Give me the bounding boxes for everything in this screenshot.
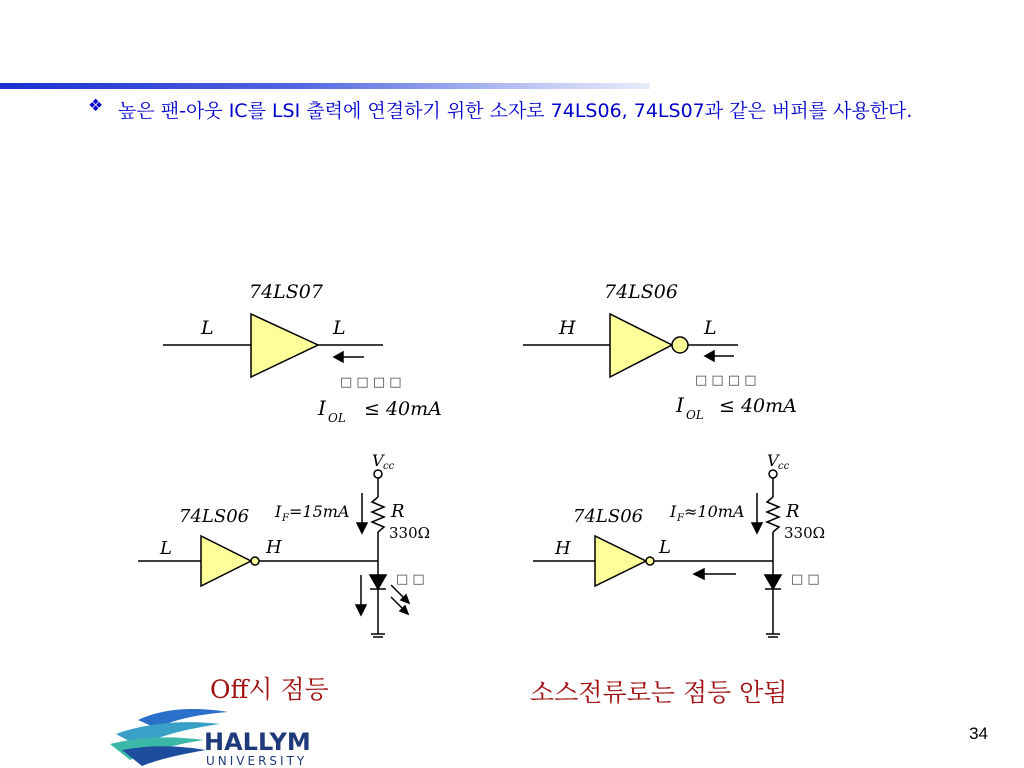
d2-in-label: H bbox=[559, 317, 576, 339]
caption-right: 소스전류로는 점등 안됨 bbox=[530, 678, 788, 707]
d3-if-i: I bbox=[275, 502, 282, 521]
caption-left: Off시 점등 bbox=[210, 675, 329, 704]
logo-sub: UNIVERSITY bbox=[206, 754, 308, 768]
logo-swoosh-icon bbox=[108, 706, 348, 768]
d2-boxes: □ □ □ □ bbox=[695, 373, 757, 388]
d3-in-label: L bbox=[160, 538, 172, 559]
d1-out-label: L bbox=[333, 317, 346, 339]
d3-vcc-sub: cc bbox=[383, 461, 395, 472]
d2-iol-value: ≤ 40mA bbox=[719, 395, 797, 417]
d4-if-i: I bbox=[670, 502, 677, 521]
d1-iol-i: I bbox=[318, 396, 326, 420]
d4-out-label: L bbox=[659, 537, 671, 558]
bullet-icon: ❖ bbox=[88, 96, 104, 116]
d3-vcc: V bbox=[372, 451, 384, 470]
d3-led-boxes: □ □ bbox=[396, 572, 425, 587]
d2-iol-i: I bbox=[676, 393, 684, 417]
d3-if-value: =15mA bbox=[289, 502, 350, 521]
d4-vcc-sub: cc bbox=[778, 461, 790, 472]
d3-out-label: H bbox=[266, 537, 282, 558]
d4-if-value: ≈10mA bbox=[684, 502, 745, 521]
d3-chip-label: 74LS06 bbox=[179, 506, 250, 527]
d1-in-label: L bbox=[201, 317, 214, 339]
d2-chip-label: 74LS06 bbox=[604, 281, 678, 303]
d4-vcc: V bbox=[767, 451, 779, 470]
d1-iol-sub: OL bbox=[328, 411, 346, 425]
d2-out-label: L bbox=[704, 317, 717, 339]
d2-iol-sub: OL bbox=[686, 408, 704, 422]
d4-chip-label: 74LS06 bbox=[573, 506, 644, 527]
page-number: 34 bbox=[969, 724, 988, 743]
d1-chip-label: 74LS07 bbox=[249, 281, 323, 303]
hallym-logo bbox=[108, 706, 348, 768]
d4-ohm: 330Ω bbox=[784, 524, 826, 542]
d4-if-sub: F bbox=[677, 513, 684, 524]
d3-if-sub: F bbox=[282, 513, 289, 524]
d1-iol-value: ≤ 40mA bbox=[364, 398, 442, 420]
d1-boxes: □ □ □ □ bbox=[340, 375, 402, 390]
d4-r-label: R bbox=[786, 501, 800, 522]
d3-r-label: R bbox=[391, 501, 405, 522]
d3-ohm: 330Ω bbox=[389, 524, 431, 542]
slide-text: 높은 팬-아웃 IC를 LSI 출력에 연결하기 위한 소자로 74LS06, 74LS07과 같은 버퍼를 사용한다. bbox=[118, 100, 913, 122]
d4-led-boxes: □ □ bbox=[791, 572, 820, 587]
d4-in-label: H bbox=[555, 538, 571, 559]
logo-name: HALLYM bbox=[204, 728, 311, 756]
